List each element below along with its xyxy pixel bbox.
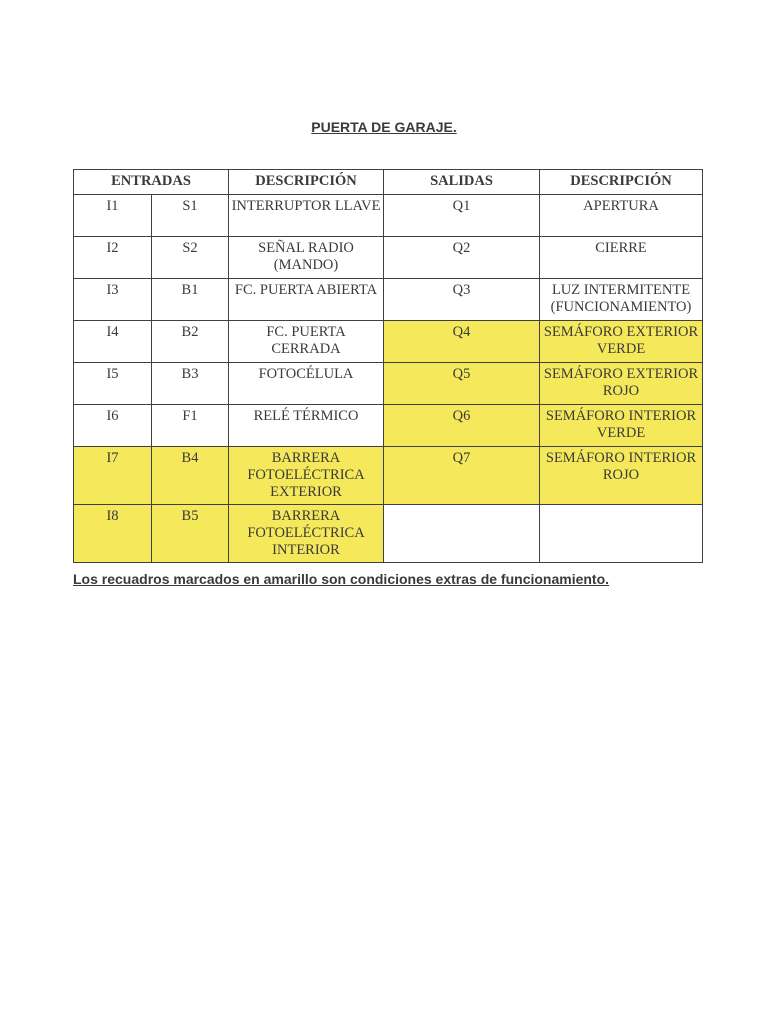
output-description-cell: CIERRE <box>540 237 703 279</box>
output-description-cell <box>540 505 703 563</box>
input-cell: I5 <box>74 363 152 405</box>
input-description-cell: SEÑAL RADIO (MANDO) <box>229 237 384 279</box>
input-cell: I6 <box>74 405 152 447</box>
output-description-cell: SEMÁFORO INTERIOR ROJO <box>540 447 703 505</box>
output-description-cell: SEMÁFORO EXTERIOR VERDE <box>540 321 703 363</box>
symbol-cell: B1 <box>152 279 229 321</box>
output-cell <box>384 505 540 563</box>
header-descripcion-entradas: DESCRIPCIÓN <box>229 170 384 195</box>
table-row <box>74 505 703 563</box>
output-description-cell: SEMÁFORO EXTERIOR ROJO <box>540 363 703 405</box>
input-description-cell: FOTOCÉLULA <box>229 363 384 405</box>
header-salidas: SALIDAS <box>384 170 540 195</box>
symbol-cell: B5 <box>152 505 229 563</box>
symbol-cell: B3 <box>152 363 229 405</box>
output-description-cell: APERTURA <box>540 195 703 237</box>
input-cell: I4 <box>74 321 152 363</box>
output-cell: Q7 <box>384 447 540 505</box>
output-cell: Q1 <box>384 195 540 237</box>
input-cell: I3 <box>74 279 152 321</box>
table-row <box>74 237 703 279</box>
table-row <box>74 363 703 405</box>
symbol-cell: B2 <box>152 321 229 363</box>
io-table <box>73 169 703 563</box>
input-description-cell: RELÉ TÉRMICO <box>229 405 384 447</box>
table-row <box>74 447 703 505</box>
output-cell: Q6 <box>384 405 540 447</box>
input-description-cell: BARRERA FOTOELÉCTRICA INTERIOR <box>229 505 384 563</box>
input-description-cell: FC. PUERTA ABIERTA <box>229 279 384 321</box>
header-entradas: ENTRADAS <box>74 170 229 195</box>
symbol-cell: S1 <box>152 195 229 237</box>
table-row <box>74 279 703 321</box>
input-description-cell: INTERRUPTOR LLAVE <box>229 195 384 237</box>
table-row <box>74 405 703 447</box>
input-cell: I1 <box>74 195 152 237</box>
table-header-row <box>74 170 703 195</box>
input-cell: I8 <box>74 505 152 563</box>
output-description-cell: LUZ INTERMITENTE (FUNCIONAMIENTO) <box>540 279 703 321</box>
symbol-cell: B4 <box>152 447 229 505</box>
document-title: PUERTA DE GARAJE. <box>311 119 457 135</box>
table-row <box>74 321 703 363</box>
input-description-cell: FC. PUERTA CERRADA <box>229 321 384 363</box>
output-cell: Q3 <box>384 279 540 321</box>
output-cell: Q2 <box>384 237 540 279</box>
input-cell: I7 <box>74 447 152 505</box>
output-cell: Q5 <box>384 363 540 405</box>
output-cell: Q4 <box>384 321 540 363</box>
output-description-cell: SEMÁFORO INTERIOR VERDE <box>540 405 703 447</box>
table-row <box>74 195 703 237</box>
header-descripcion-salidas: DESCRIPCIÓN <box>540 170 703 195</box>
input-cell: I2 <box>74 237 152 279</box>
symbol-cell: F1 <box>152 405 229 447</box>
footnote: Los recuadros marcados en amarillo son condiciones extras de funcionamiento. <box>73 571 610 587</box>
input-description-cell: BARRERA FOTOELÉCTRICA EXTERIOR <box>229 447 384 505</box>
symbol-cell: S2 <box>152 237 229 279</box>
